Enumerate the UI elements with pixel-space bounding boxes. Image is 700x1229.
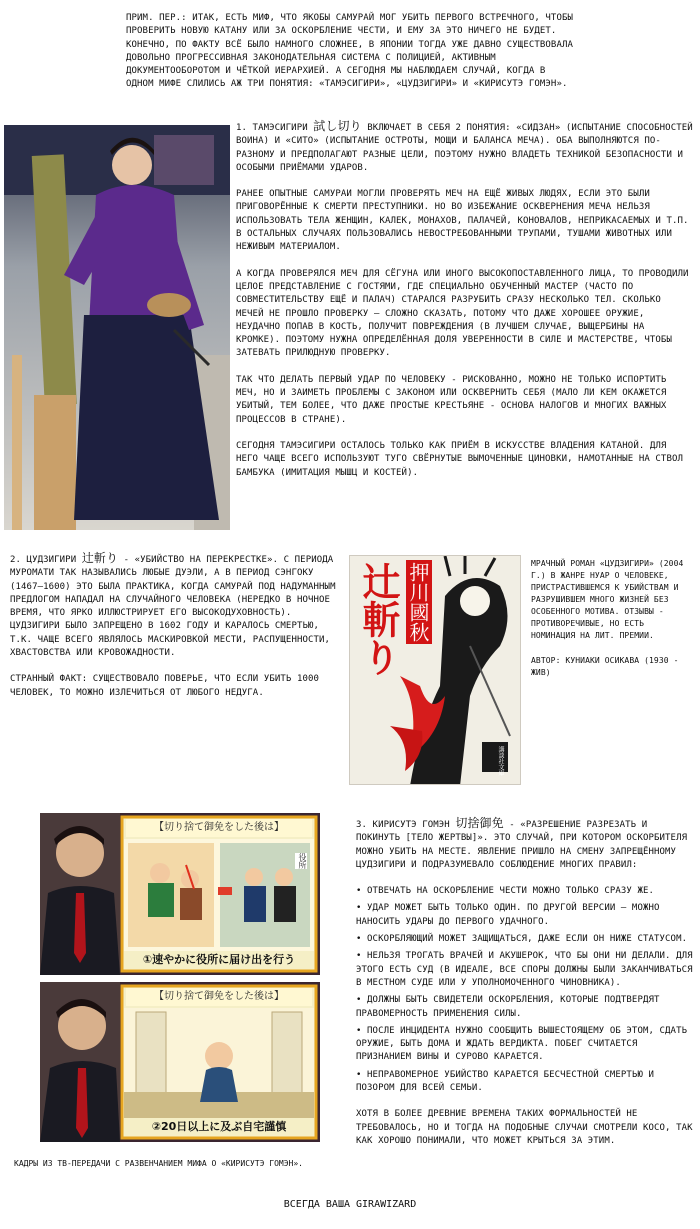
section3-lead: - «РАЗРЕШЕНИЕ РАЗРЕЗАТЬ И ПОКИНУТЬ [ТЕЛО ЖЕРТВЫ]». ЭТО СЛУЧАЙ, ПРИ КОТОРОМ ОСКОРБИТЕЛЯ МОЖНО УБИТЬ НА МЕСТЕ. ЯВЛЕНИЕ ПРИШЛО НА СМЕНУ ЗАПРЕЩЁННОМУ ЦУДЗИГИРИ И ПОДРАЗУМЕВАЛО СОБЛЮДЕНИЕ МНОГИХ ПРАВИЛ: (356, 820, 688, 870)
section-tameshigiri (236, 120, 694, 480)
tv-caption: КАДРЫ ИЗ ТВ-ПЕРЕДАЧИ С РАЗВЕНЧАНИЕМ МИФА О «КИРИСУТЭ ГОМЭН». (14, 1159, 303, 1168)
section3-closing: ХОТЯ В БОЛЕЕ ДРЕВНИЕ ВРЕМЕНА ТАКИХ ФОРМАЛЬНОСТЕЙ НЕ ТРЕБОВАЛОСЬ, НО И ТОГДА НА ПОДОБНЫЕ СЛУЧАИ СМОТРЕЛИ КОСО, ТАК КАК ХОРОШО ПОНИМАЛИ, ЧТО МОЖЕТ КРЫТЬСЯ ЗА ЭТИМ. (356, 1109, 693, 1146)
section-kirisute-gomen (356, 817, 694, 1148)
list-item: • ДОЛЖНЫ БЫТЬ СВИДЕТЕЛИ ОСКОРБЛЕНИЯ, КОТОРЫЕ ПОДТВЕРДЯТ ПРАВОМЕРНОСТЬ ПРИМЕНЕНИЯ СИЛЫ. (356, 995, 660, 1019)
section3-heading: 3. КИРИСУТЭ ГОМЭН (356, 820, 456, 830)
section1-kanji: 試し切り (313, 119, 362, 133)
tv-subtitle-2: ②20日以上に及ぶ自宅謹慎 (151, 1120, 287, 1133)
book-title: 辻斬り (356, 562, 401, 676)
section1-paragraph-5: СЕГОДНЯ ТАМЭСИГИРИ ОСТАЛОСЬ ТОЛЬКО КАК ПРИЁМ В ИСКУССТВЕ ВЛАДЕНИЯ КАТАНОЙ. ДЛЯ НЕГО ЧАЩЕ ВСЕГО ИСПОЛЬЗУЮТ ТУГО СВЁРНУТЫЕ ВЫМОЧЕННЫЕ ЦИНОВКИ, НАМОТАННЫЕ НА СТВОЛ БАМБУКА (ИМИТАЦИЯ МЫШЦ И КОСТЕЙ). (236, 440, 683, 478)
section3-kanji: 切捨御免 (455, 816, 504, 830)
tv-subtitle-1: ①速やかに役所に届け出を行う (142, 953, 296, 966)
list-item: • УДАР МОЖЕТ БЫТЬ ТОЛЬКО ОДИН. ПО ДРУГОЙ ВЕРСИИ – МОЖНО НАНОСИТЬ УДАРЫ ДО ПЕРВОГО УДАЧНОГО. (356, 903, 660, 927)
section2-paragraph-2: СТРАННЫЙ ФАКТ: СУЩЕСТВОВАЛО ПОВЕРЬЕ, ЧТО ЕСЛИ УБИТЬ 1000 ЧЕЛОВЕК, ТО МОЖНО ИЗЛЕЧИТЬСЯ ОТ ЛЮБОГО НЕДУГА. (10, 674, 320, 698)
section2-heading: 2. ЦУДЗИГИРИ (10, 555, 82, 565)
book-cover (349, 555, 521, 785)
book-publisher: 講談社文庫 (497, 746, 504, 776)
list-item: • ПОСЛЕ ИНЦИДЕНТА НУЖНО СООБЩИТЬ ВЫШЕСТОЯЩЕМУ ОБ ЭТОМ, СДАТЬ ОРУЖИЕ, БЫТЬ ДОМА И ЖДАТЬ ВЕРДИКТА. ПОБЕГ СЧИТАЕТСЯ ПРИЗНАНИЕМ ВИНЫ И СУРОВО КАРАЕТСЯ. (356, 1025, 688, 1063)
tameshigiri-photo (4, 125, 230, 530)
list-item: • НЕПРАВОМЕРНОЕ УБИЙСТВО КАРАЕТСЯ БЕСЧЕСТНОЙ СМЕРТЬЮ И ПОЗОРОМ ДЛЯ ВСЕЙ СЕМЬИ. (356, 1069, 654, 1094)
book-desc-text: МРАЧНЫЙ РОМАН «ЦУДЗИГИРИ» (2004 Г.) В ЖАНРЕ НУАР О ЧЕЛОВЕКЕ, ПРИСТРАСТИВШЕМСЯ К УБИЙСТВАМ И РАЗРУШИВШЕМ МНОГО ЖИЗНЕЙ БЕЗ ОСОБЕННОГО МОТИВА. ОТЗЫВЫ - ПРОТИВОРЕЧИВЫЕ, НО ЕСТЬ НОМИНАЦИЯ НА ЛИТ. ПРЕМИИ. (531, 559, 684, 640)
intro-note (126, 12, 578, 92)
rules-list (356, 885, 694, 1095)
tv-frame-1 (40, 813, 320, 975)
section-tsujigiri (10, 552, 340, 700)
section2-kanji: 辻斬り (81, 551, 119, 565)
tv-banner-2: 【切り捨て御免をした後は】 (126, 988, 312, 1006)
list-item: • ОСКОРБЛЯЮЩИЙ МОЖЕТ ЗАЩИЩАТЬСЯ, ДАЖЕ ЕСЛИ ОН НИЖЕ СТАТУСОМ. (356, 934, 688, 945)
book-author-line: АВТОР: КУНИАКИ ОСИКАВА (1930 - ЖИВ) (531, 656, 679, 677)
signature: ВСЕГДА ВАША GIRAWIZARD (283, 1199, 417, 1210)
section2-lead: - «УБИЙСТВО НА ПЕРЕКРЕСТКЕ». С ПЕРИОДА МУРОМАТИ ТАК НАЗЫВАЛИСЬ ЛЮБЫЕ ДУЭЛИ, А В ПЕРИОД СЭНГОКУ (1467–1600) ЭТО БЫЛА ПРАКТИКА, КОГДА САМУРАЙ ПОД НАДУМАННЫМ ПРЕДЛОГОМ НАПАДАЛ НА СЛУЧАЙНОГО ЧЕЛОВЕКА (НЕРЕДКО В НОЧНОЕ ВРЕМЯ, ЧТО ЯРКО ИЛЛЮСТРИРУЕТ ЕГО ВЫСОКОДУХОВНОСТЬ). ЦУДЗИГИРИ БЫЛО ЗАПРЕЩЕНО В 1602 ГОДУ И КАРАЛОСЬ СМЕРТЬЮ, Т.К. ЧАЩЕ ВСЕГО ЯВЛЯЛОСЬ МАСКИРОВКОЙ МЕСТИ, РАСПУЩЕННОСТИ, ХВАСТОВСТВА ИЛИ КРОВОЖАДНОСТИ. (10, 555, 336, 659)
section1-paragraph-3: А КОГДА ПРОВЕРЯЛСЯ МЕЧ ДЛЯ СЁГУНА ИЛИ ИНОГО ВЫСОКОПОСТАВЛЕННОГО ЛИЦА, ТО ПРОВОДИЛИ ЦЕЛОЕ ПРЕДСТАВЛЕНИЕ С ГОСТЯМИ, ГДЕ СПЕЦИАЛЬНО ОБУЧЕННЫЙ МАСТЕР (ЧАСТО ПО СОВМЕСТИТЕЛЬСТВУ ЕЩЁ И ПАЛАЧ) СТАРАЛСЯ РАЗРУБИТЬ СРАЗУ НЕСКОЛЬКО ТЕЛ. СКОЛЬКО МЕЧЕЙ НЕ ПРОШЛО ПРОВЕРКУ – СЛОЖНО СКАЗАТЬ, ПОТОМУ ЧТО ДАЖЕ ХОРОШЕЕ ОРУЖИЕ, НЕУДАЧНО ПОПАВ В КОСТЬ, ПОЛУЧИТ ПОВРЕЖДЕНИЯ (В ЛУЧШЕМ СЛУЧАЕ, ВЫЩЕРБИНЫ НА КРОМКЕ). ПОЭТОМУ НУЖНА ОПРЕДЕЛЁННАЯ ДОЛЯ УВЕРЕННОСТИ В СИЛЕ И МАСТЕРСТВЕ, ЧТОБЫ ЗАТЕВАТЬ ПРИЛЮДНУЮ ПРОВЕРКУ. (236, 268, 689, 359)
list-item: • ОТВЕЧАТЬ НА ОСКОРБЛЕНИЕ ЧЕСТИ МОЖНО ТОЛЬКО СРАЗУ ЖЕ. (356, 886, 654, 897)
tv-banner-1: 【切り捨て御免をした後は】 (126, 819, 312, 837)
tv-sign-1: 役所 (295, 853, 307, 869)
section1-lead: ВКЛЮЧАЕТ В СЕБЯ 2 ПОНЯТИЯ: «СИДЗАН» (ИСПЫТАНИЕ СПОСОБНОСТЕЙ ВОИНА) И «СИТО» (ИСПЫТАНИЕ ОСТРОТЫ, МОЩИ И БАЛАНСА МЕЧА). ОБА ВЫПОЛНЯЮТСЯ ПО-РАЗНОМУ И ПРЕДПОЛАГАЮТ РАЗНЫЕ ЦЕЛИ, ПОЭТОМУ НУЖНО ВЛАДЕТЬ ТЕХНИКОЙ БЕЗОПАСНОСТИ И ОСОБЫМИ ПРИЁМАМИ УДАРОВ. (236, 123, 693, 173)
section1-paragraph-2: РАНЕЕ ОПЫТНЫЕ САМУРАИ МОГЛИ ПРОВЕРЯТЬ МЕЧ НА ЕЩЁ ЖИВЫХ ЛЮДЯХ, ЕСЛИ ЭТО БЫЛИ ПРИГОВОРЁННЫЕ К СМЕРТИ ПРЕСТУПНИКИ. НО ВО ИЗБЕЖАНИЕ ОСКВЕРНЕНИЯ МЕЧА НЕЛЬЗЯ ИСПОЛЬЗОВАТЬ ТЕЛА ЖЕНЩИН, КАЛЕК, МОНАХОВ, ПАЛАЧЕЙ, КОНОВАЛОВ, НЕПРИКАСАЕМЫХ И Т.П. В ОСТАЛЬНЫХ СЛУЧАЯХ ПОЛЬЗОВАЛИСЬ НЕВОСТРЕБОВАННЫМИ ТРУПАМИ, ТУШАМИ ЖИВОТНЫХ ИЛИ НЕЖИВЫМ МАТЕРИАЛОМ. (236, 189, 689, 253)
section1-paragraph-4: ТАК ЧТО ДЕЛАТЬ ПЕРВЫЙ УДАР ПО ЧЕЛОВЕКУ - РИСКОВАННО, МОЖНО НЕ ТОЛЬКО ИСПОРТИТЬ МЕЧ, НО И ЗАИМЕТЬ ПРОБЛЕМЫ С ЗАКОНОМ ИЛИ ОСКВЕРНИТЬ СЕБЯ (МАЛО ЛИ КЕМ ОКАЖЕТСЯ УБИТЫЙ, ТЕМ БОЛЕЕ, ЧТО ДАЖЕ ПРОСТЫЕ КРЕСТЬЯНЕ - ОСНОВА НАЛОГОВ И МНОГИХ ВАЖНЫХ ПРОЦЕССОВ В СТРАНЕ). (236, 374, 667, 425)
tv-frame-2 (40, 982, 320, 1142)
intro-text: ПРИМ. ПЕР.: ИТАК, ЕСТЬ МИФ, ЧТО ЯКОБЫ САМУРАЙ МОГ УБИТЬ ПЕРВОГО ВСТРЕЧНОГО, ЧТОБЫ ПРОВЕРИТЬ НОВУЮ КАТАНУ ИЛИ ЗА ОСКОРБЛЕНИЕ ЧЕСТИ, И ЕМУ ЗА ЭТО НИЧЕГО НЕ БУДЕТ. КОНЕЧНО, ПО ФАКТУ ВСЁ БЫЛО НАМНОГО СЛОЖНЕЕ, В ЯПОНИИ ТОГДА УЖЕ ДАВНО СУЩЕСТВОВАЛА ДОВОЛЬНО ПРОГРЕССИВНАЯ ЗАКОНОДАТЕЛЬНАЯ СИСТЕМА С ПОЛИЦИЕЙ, АКТИВНЫМ ДОКУМЕНТООБОРОТОМ И ЧЁТКОЙ ИЕРАРХИЕЙ. А СЕГОДНЯ МЫ НАБЛЮДАЕМ СЛУЧАЙ, КОГДА В ОДНОМ МИФЕ СЛИЛИСЬ АЖ ТРИ ПОНЯТИЯ: «ТАМЭСИГИРИ», «ЦУДЗИГИРИ» И «КИРИСУТЭ ГОМЭН». (126, 13, 573, 90)
book-author-jp: 押川國秋 (406, 562, 430, 642)
book-description (531, 558, 693, 679)
section1-heading: 1. ТАМЭСИГИРИ (236, 123, 314, 133)
list-item: • НЕЛЬЗЯ ТРОГАТЬ ВРАЧЕЙ И АКУШЕРОК, ЧТО БЫ ОНИ НИ ДЕЛАЛИ. ДЛЯ ЭТОГО ЕСТЬ СУД (В ИДЕАЛЕ, ВСЕ СПОРЫ ДОЛЖНЫ БЫЛИ ЗАКАНЧИВАТЬСЯ В МЕСТНОМ СУДЕ ИЛИ У УПОЛНОМОЧЕННОГО ЧИНОВНИКА). (356, 951, 693, 988)
